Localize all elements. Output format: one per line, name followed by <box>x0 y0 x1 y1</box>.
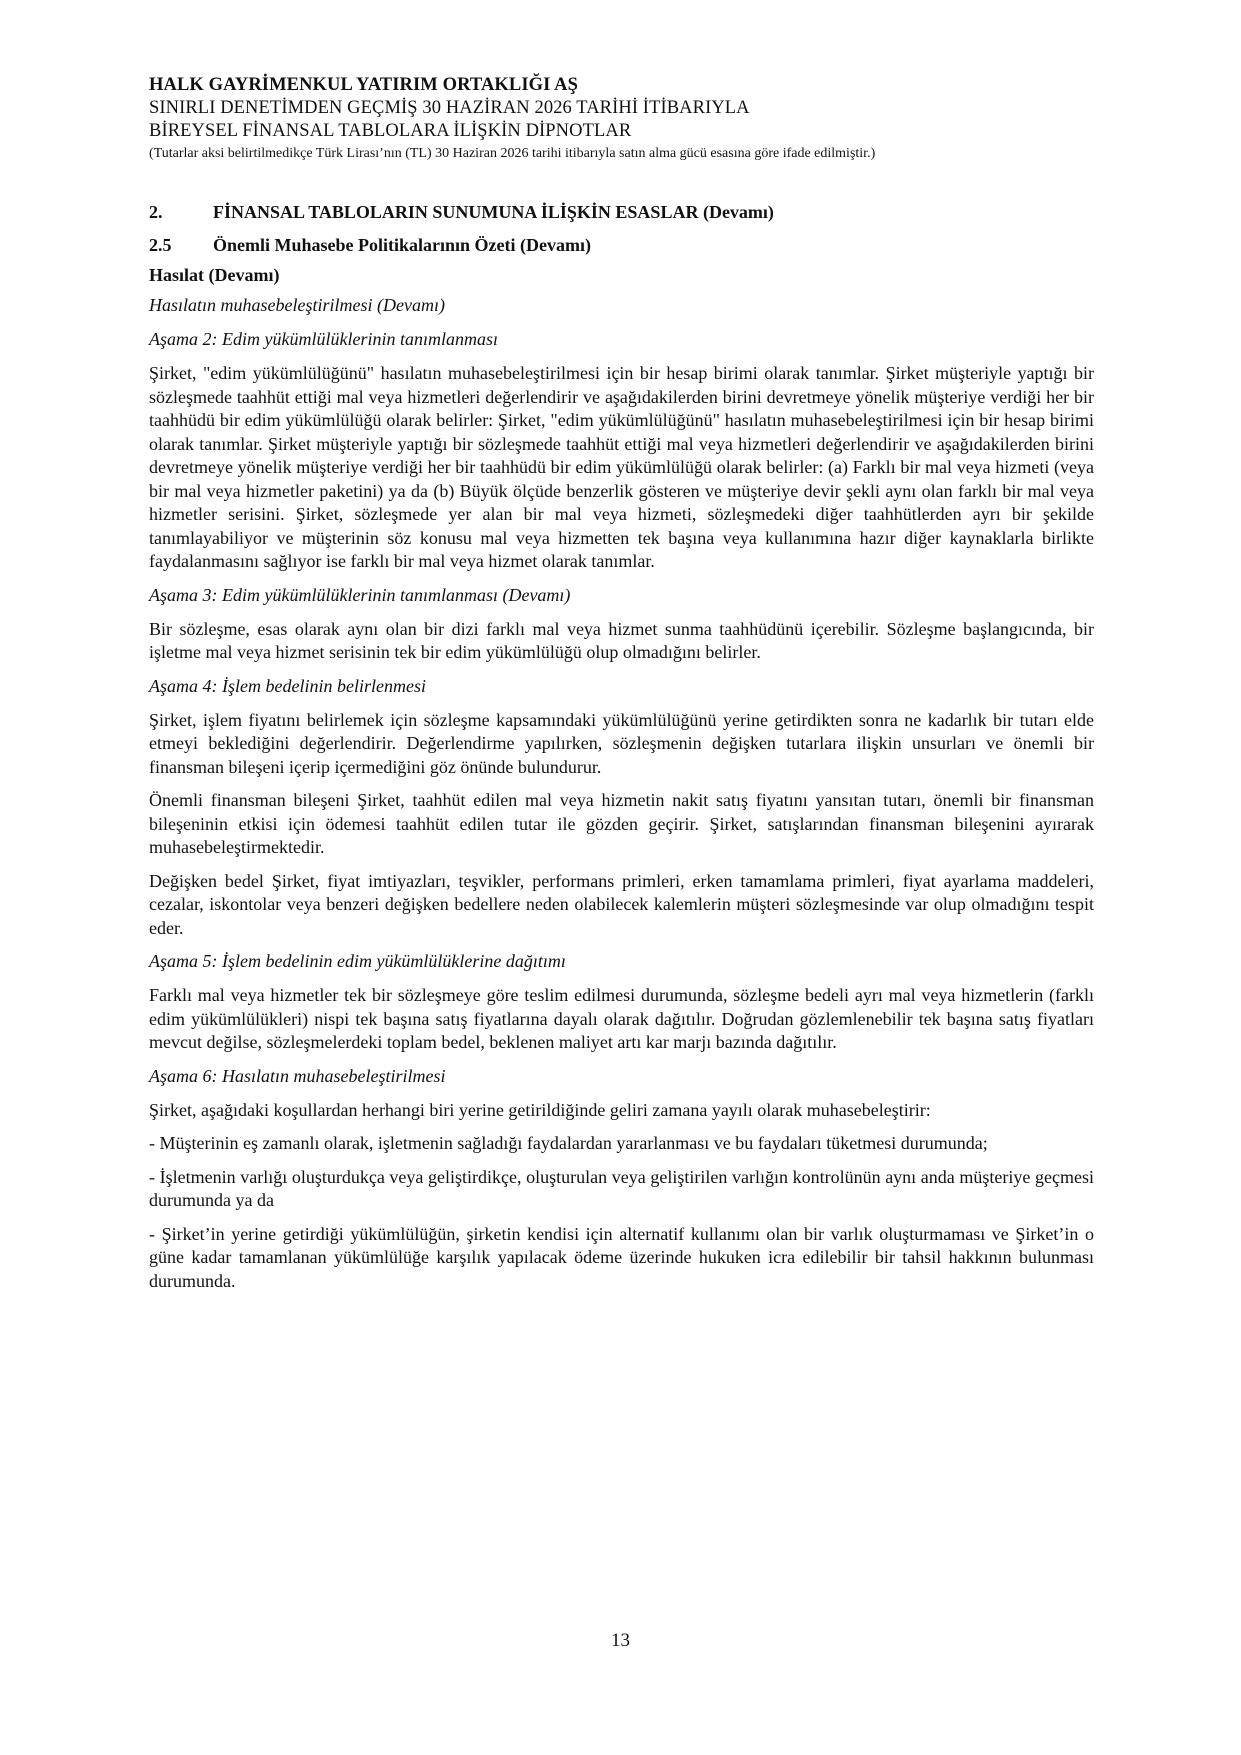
subsection-heading <box>149 234 1094 257</box>
stage3-paragraph: Bir sözleşme, esas olarak aynı olan bir dizi farklı mal veya hizmet sunma taahhüdünü içerebilir. Sözleşme başlangıcında, bir işletme mal veya hizmet serisinin tek bir edim yükümlülüğü olup olmadığını belirler. <box>149 618 1094 662</box>
page-number: 13 <box>611 1630 630 1651</box>
stage6-condition-2: - İşletmenin varlığı oluşturdukça veya geliştirdikçe, oluşturulan veya geliştirilen varlığın kontrolünün aynı anda müşteriye geçmesi durumunda ya da <box>149 1166 1094 1210</box>
company-name: HALK GAYRİMENKUL YATIRIM ORTAKLIĞI AŞ <box>149 75 578 95</box>
header-line-title: BİREYSEL FİNANSAL TABLOLARA İLİŞKİN DİPNOTLAR <box>149 121 632 141</box>
stage5-paragraph: Farklı mal veya hizmetler tek bir sözleşmeye göre teslim edilmesi durumunda, sözleşme bedeli ayrı mal veya hizmetlerin (farklı edim yükümlülükleri) nispi tek başına satış fiyatlarına dayalı olarak dağıtılır. Doğrudan gözlemlenebilir tek başına satış fiyatları mevcut değilse, sözleşmelerdeki toplam bedel, beklenen maliyet artı kar marjı bazında dağıtılır. <box>149 985 1094 1052</box>
stage6-heading: Aşama 6: Hasılatın muhasebeleştirilmesi <box>149 1065 446 1086</box>
stage4-heading: Aşama 4: İşlem bedelinin belirlenmesi <box>149 675 426 696</box>
stage6-condition-3: - Şirket’in yerine getirdiği yükümlülüğün, şirketin kendisi için alternatif kullanımı olan bir varlık oluşturmaması ve Şirket’in o güne kadar tamamlanan yükümlülüğe karşılık yapılacak ödeme üzerinde hukuken icra edilebilir bir tahsil hakkının bulunması durumunda. <box>149 1223 1094 1291</box>
stage6-paragraph-intro: Şirket, aşağıdaki koşullardan herhangi biri yerine getirildiğinde geliri zamana yayılı olarak muhasebeleştirir: <box>149 1099 931 1120</box>
header-line-period: SINIRLI DENETİMDEN GEÇMİŞ 30 HAZİRAN 2026 TARİHİ İTİBARIYLA <box>149 98 750 118</box>
stage5-heading: Aşama 5: İşlem bedelinin edim yükümlülüklerine dağıtımı <box>149 951 566 971</box>
stage4-paragraph-1: Şirket, işlem fiyatını belirlemek için sözleşme kapsamındaki yükümlülüğünü yerine getirdikten sonra ne kadarlık bir tutarı elde etmeyi beklediğini değerlendirir. Değerlendirme yapılırken, sözleşmenin değişken tutarlara ilişkin unsurları ve önemli bir finansman bileşeni içerip içermediğini göz önünde bulundurur. <box>149 709 1094 777</box>
subtopic-heading: Hasılatın muhasebeleştirilmesi (Devamı) <box>149 295 445 315</box>
subsection-number: 2.5 <box>149 235 172 255</box>
stage2-heading: Aşama 2: Edim yükümlülüklerinin tanımlanması <box>149 329 498 349</box>
stage4-paragraph-3: Değişken bedel Şirket, fiyat imtiyazları, teşvikler, performans primleri, erken tamamlama primleri, fiyat ayarlama maddeleri, cezalar, iskontolar veya benzeri değişken bedellere neden olabilecek kalemlerin müşteri sözleşmesinde var olup olmadığını tespit eder. <box>149 870 1094 938</box>
header-currency-note: (Tutarlar aksi belirtilmedikçe Türk Lirası’nın (TL) 30 Haziran 2026 tarihi itibarıyla satın alma gücü esasına göre ifade edilmiştir.) <box>149 146 876 161</box>
topic-heading: Hasılat (Devamı) <box>149 265 280 285</box>
stage2-paragraph: Şirket, "edim yükümlülüğünü" hasılatın muhasebeleştirilmesi için bir hesap birimi olarak tanımlar. Şirket müşteriyle yaptığı bir sözleşmede taahhüt ettiği mal veya hizmetleri değerlendirir ve aşağıdakilerden birini devretmeye yönelik müşteriye verdiği her bir taahhüdü bir edim yükümlülüğü olarak belirler: Şirket, "edim yükümlülüğünü" hasılatın muhasebeleştirilmesi için bir hesap birimi olarak tanımlar. Şirket müşteriyle yaptığı bir sözleşmede taahhüt ettiği mal veya hizmetleri değerlendirir ve aşağıdakilerden birini devretmeye yönelik müşteriye verdiği her bir taahhüdü bir edim yükümlülüğü olarak belirler: (a) Farklı bir mal veya hizmeti (veya bir mal veya hizmetler paketini) ya da (b) Büyük ölçüde benzerlik gösteren ve müşteriye devir şekli aynı olan farklı bir mal veya hizmetler serisini. Şirket, sözleşmede yer alan bir mal veya hizmeti, sözleşmedeki diğer taahhütlerden ayrı bir şekilde tanımlayabiliyor ve müşterinin söz konusu mal veya hizmetten tek başına veya kullanımına hazır diğer kaynaklarla birlikte faydalanmasını sağlıyor ise farklı bir mal veya hizmet olarak tanımlar. <box>149 363 1094 571</box>
stage3-heading: Aşama 3: Edim yükümlülüklerinin tanımlanması (Devamı) <box>149 584 571 605</box>
stage4-paragraph-2: Önemli finansman bileşeni Şirket, taahhüt edilen mal veya hizmetin nakit satış fiyatını yansıtan tutarı, önemli bir finansman bileşeninin etkisi için ödemesi taahhüt edilen tutar ile gözden geçirir. Şirket, satışlarından finansman bileşenini ayırarak muhasebeleştirmektedir. <box>149 790 1094 857</box>
section-heading <box>149 201 1094 224</box>
document-body <box>149 201 1094 1303</box>
section-number: 2. <box>149 202 163 222</box>
page-header <box>149 74 1099 164</box>
section-title: FİNANSAL TABLOLARIN SUNUMUNA İLİŞKİN ESASLAR (Devamı) <box>213 202 774 222</box>
subsection-title: Önemli Muhasebe Politikalarının Özeti (Devamı) <box>213 235 591 255</box>
stage6-condition-1: - Müşterinin eş zamanlı olarak, işletmenin sağladığı faydalardan yararlanması ve bu faydaları tüketmesi durumunda; <box>149 1133 988 1153</box>
